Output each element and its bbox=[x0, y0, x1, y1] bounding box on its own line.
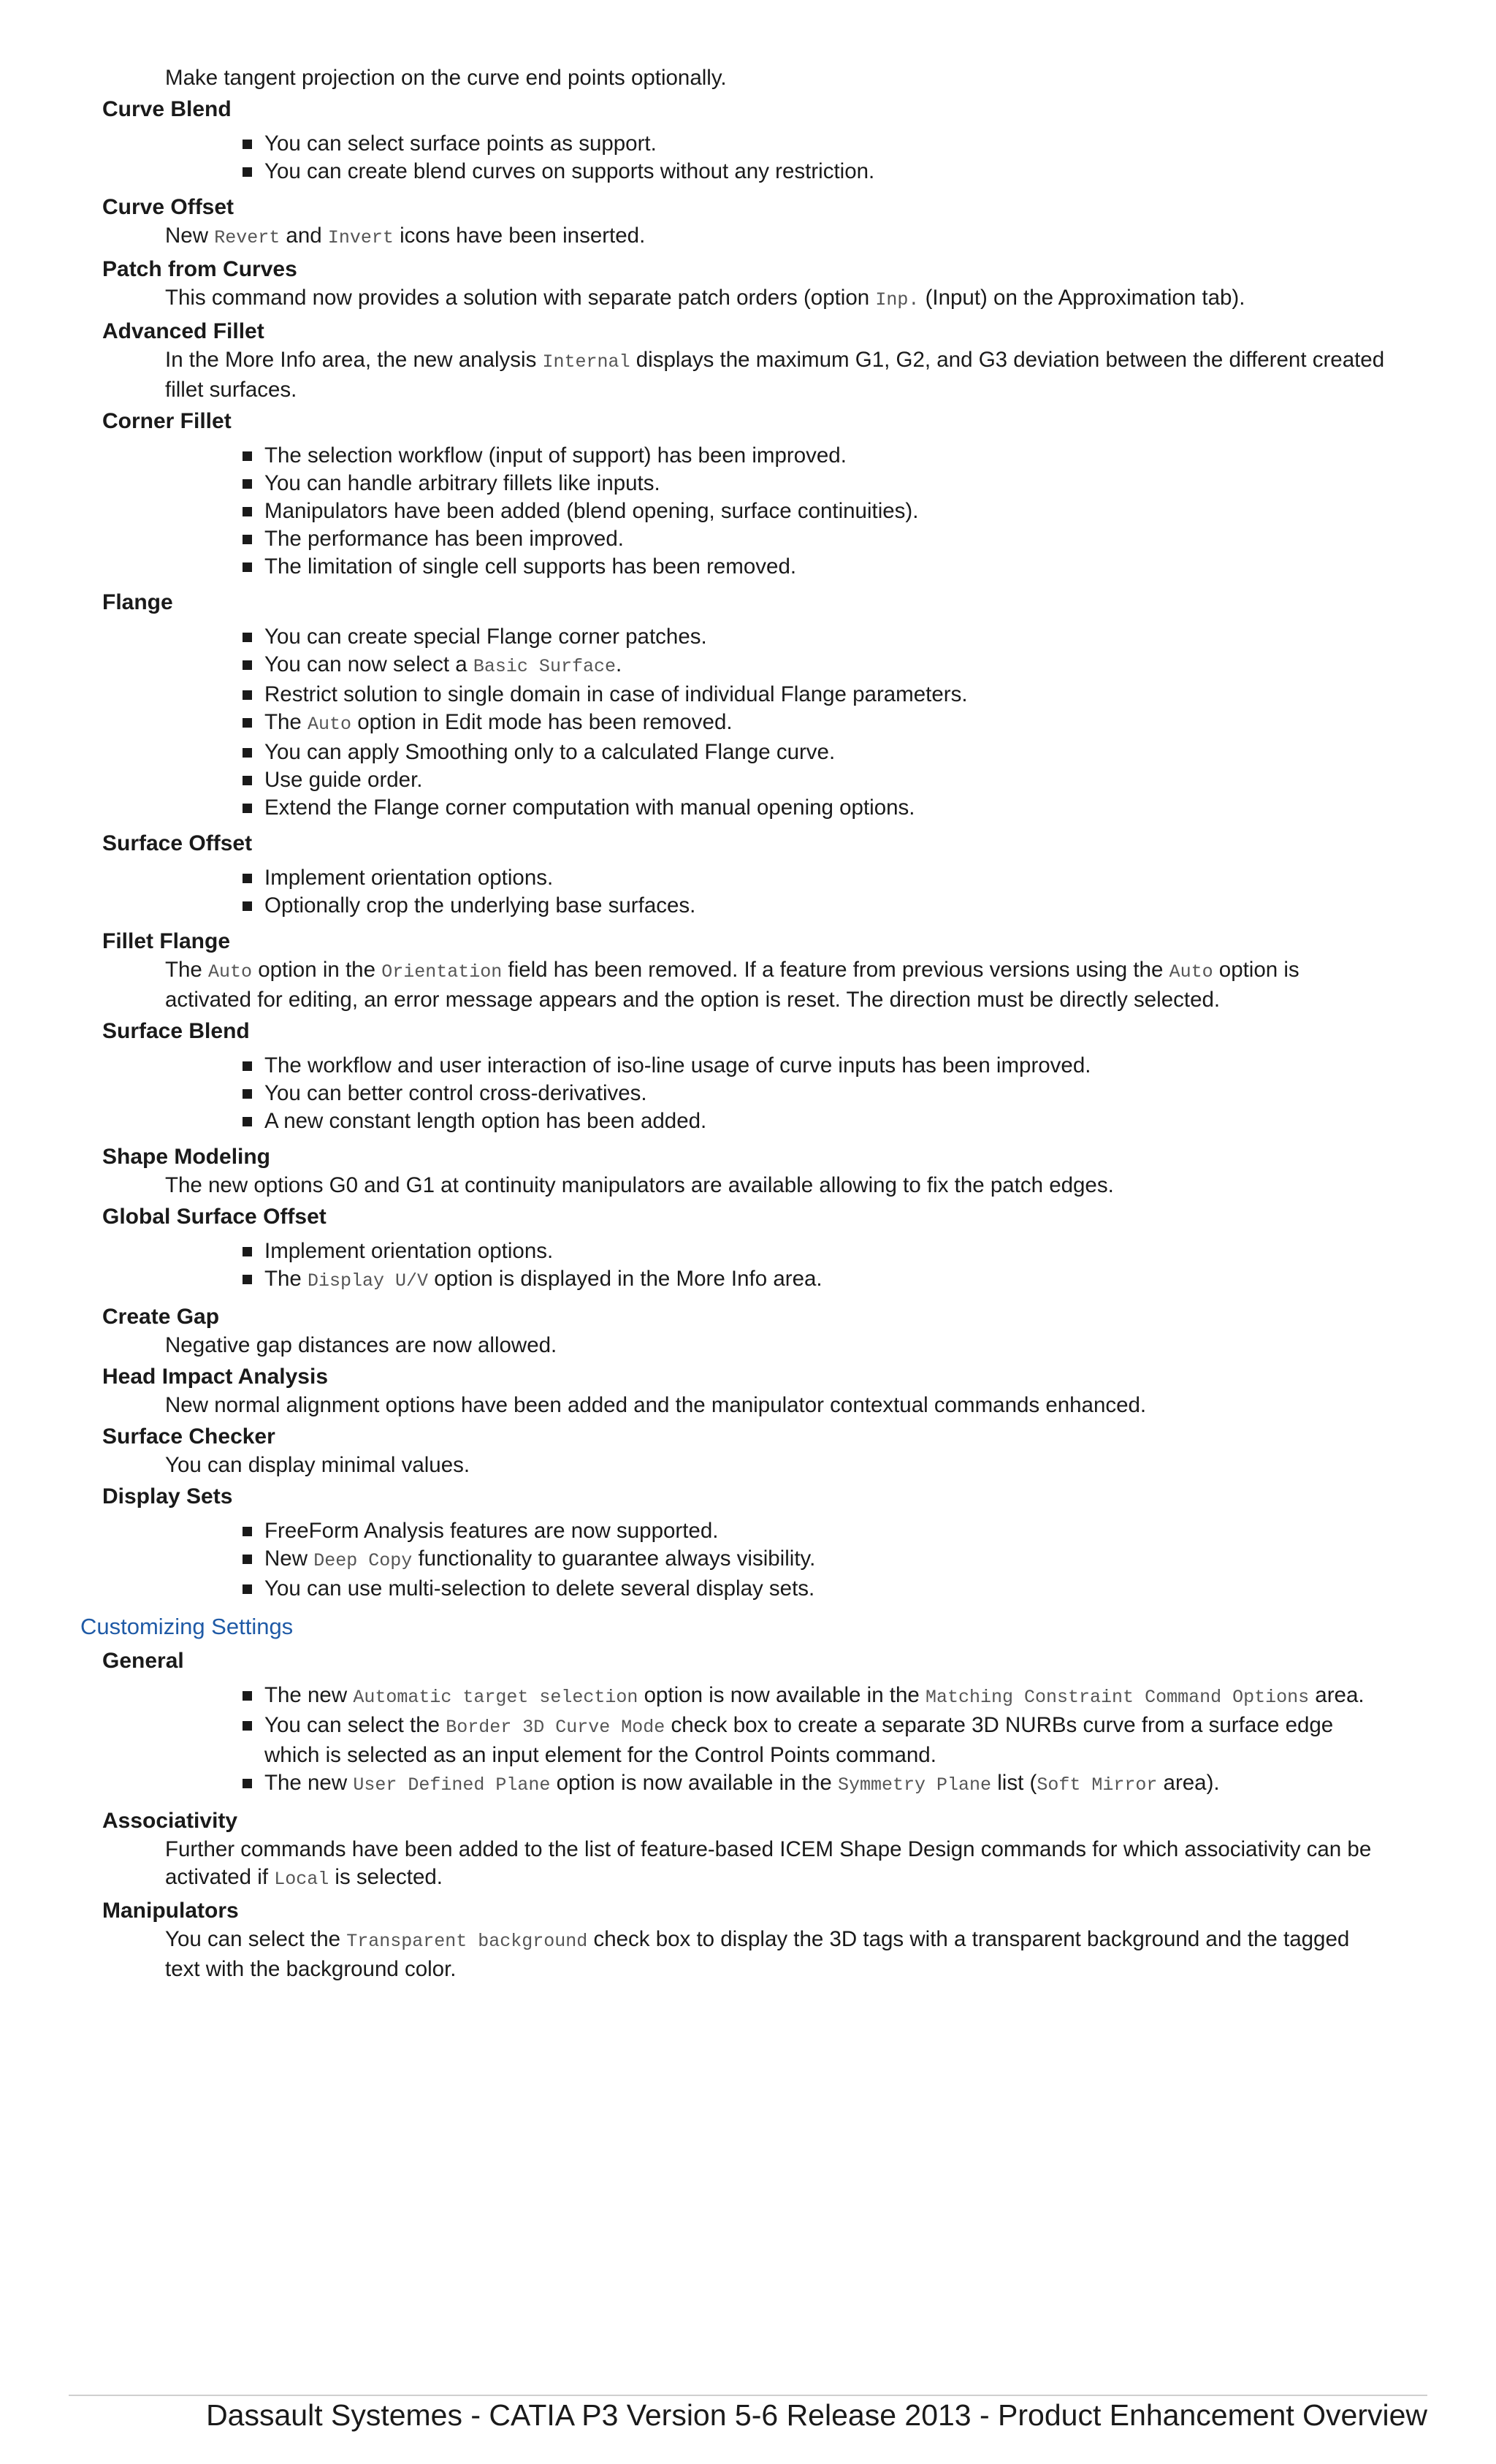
text-run: and bbox=[280, 224, 328, 248]
text-run: Further commands have been added to the list of feature-based ICEM Shape Design commands for which associativity can be activated if bbox=[165, 1837, 1372, 1889]
text-run: A new constant length option has been added. bbox=[264, 1109, 707, 1133]
list-item bbox=[264, 651, 1388, 681]
bullet-list bbox=[102, 864, 1388, 920]
section-create-gap bbox=[102, 1302, 1388, 1359]
code-term: Display U/V bbox=[308, 1270, 429, 1292]
list-item bbox=[264, 1107, 1388, 1135]
code-term: Soft Mirror bbox=[1037, 1774, 1158, 1796]
text-run: The selection workflow (input of support) has been improved. bbox=[264, 443, 847, 468]
list-item bbox=[264, 1712, 1388, 1769]
section-curve-blend bbox=[102, 95, 1388, 186]
code-term: Local bbox=[274, 1869, 329, 1890]
text-run: option is now available in the bbox=[638, 1683, 926, 1707]
code-term: Auto bbox=[308, 714, 352, 735]
text-run: The new options G0 and G1 at continuity manipulators are available allowing to fix the patch edges. bbox=[165, 1173, 1114, 1197]
code-term: Transparent background bbox=[346, 1931, 588, 1952]
list-item bbox=[264, 1237, 1388, 1265]
customizing-settings-heading[interactable]: Customizing Settings bbox=[80, 1614, 294, 1639]
text-run: displays the maximum G1, G2, and G3 deviation between the different created fillet surfaces. bbox=[165, 348, 1385, 402]
text-run: option in the bbox=[252, 958, 382, 982]
section-shape-modeling bbox=[102, 1143, 1388, 1199]
code-term: Internal bbox=[542, 351, 630, 373]
text-run: check box to display the 3D tags with a transparent background and the tagged text with the background color. bbox=[165, 1927, 1350, 1981]
section-text bbox=[102, 1926, 1388, 1983]
text-run: You can display minimal values. bbox=[165, 1453, 470, 1477]
text-run: The new bbox=[264, 1771, 354, 1795]
section-text bbox=[102, 346, 1388, 404]
section-title: Surface Checker bbox=[102, 1424, 275, 1449]
section-global-surface-offset bbox=[102, 1202, 1388, 1295]
text-run: You can now select a bbox=[264, 652, 473, 676]
text-run: area). bbox=[1157, 1771, 1220, 1795]
section-title: Create Gap bbox=[102, 1305, 220, 1329]
text-run: field has been removed. If a feature from previous versions using the bbox=[502, 958, 1169, 982]
bullet-list bbox=[102, 1237, 1388, 1295]
list-item bbox=[264, 892, 1388, 920]
section-title: Surface Offset bbox=[102, 831, 253, 855]
list-item bbox=[264, 1052, 1388, 1080]
list-item bbox=[264, 1080, 1388, 1107]
code-term: Automatic target selection bbox=[353, 1687, 638, 1708]
code-term: Auto bbox=[1169, 961, 1213, 983]
text-run: The bbox=[165, 958, 209, 982]
sections-list bbox=[102, 95, 1388, 1603]
list-item bbox=[264, 739, 1388, 766]
section-text bbox=[102, 1172, 1388, 1199]
text-run: The performance has been improved. bbox=[264, 527, 624, 551]
section-display-sets bbox=[102, 1482, 1388, 1603]
code-term: Auto bbox=[208, 961, 253, 983]
section-corner-fillet bbox=[102, 407, 1388, 581]
section-text bbox=[102, 1836, 1388, 1893]
section-fillet-flange bbox=[102, 927, 1388, 1014]
section-title: Curve Blend bbox=[102, 97, 232, 121]
bullet-list bbox=[102, 130, 1388, 186]
list-item bbox=[264, 864, 1388, 892]
text-run: area. bbox=[1309, 1683, 1365, 1707]
bullet-list bbox=[102, 1517, 1388, 1603]
section-text bbox=[102, 284, 1388, 314]
bullet-list bbox=[102, 623, 1388, 822]
section-surface-checker bbox=[102, 1422, 1388, 1479]
text-run: New bbox=[165, 224, 215, 248]
text-run: icons have been inserted. bbox=[393, 224, 646, 248]
section-patch-from-curves bbox=[102, 255, 1388, 314]
text-run: The workflow and user interaction of iso-line usage of curve inputs has been improved. bbox=[264, 1053, 1091, 1077]
section-flange bbox=[102, 588, 1388, 822]
code-term: Symmetry Plane bbox=[837, 1774, 992, 1796]
customizing-sections-list bbox=[102, 1647, 1388, 1983]
section-title: Global Surface Offset bbox=[102, 1205, 327, 1229]
text-run: option is displayed in the More Info area. bbox=[428, 1267, 823, 1291]
text-run: You can create blend curves on supports without any restriction. bbox=[264, 159, 875, 183]
list-item bbox=[264, 794, 1388, 822]
text-run: You can select the bbox=[165, 1927, 347, 1951]
text-run: option in Edit mode has been removed. bbox=[351, 710, 733, 734]
text-run: option is activated for editing, an error message appears and the option is reset. The direction must be directly selected. bbox=[165, 958, 1300, 1012]
text-run: Restrict solution to single domain in case of individual Flange parameters. bbox=[264, 682, 968, 706]
code-term: Matching Constraint Command Options bbox=[926, 1687, 1310, 1708]
bullet-list bbox=[102, 1052, 1388, 1135]
text-run: New bbox=[264, 1546, 314, 1571]
list-item bbox=[264, 130, 1388, 158]
code-term: Basic Surface bbox=[473, 656, 616, 677]
text-run: Negative gap distances are now allowed. bbox=[165, 1333, 557, 1357]
list-item bbox=[264, 553, 1388, 581]
section-associativity bbox=[102, 1807, 1388, 1893]
section-title: Flange bbox=[102, 590, 173, 614]
code-term: Orientation bbox=[381, 961, 503, 983]
list-item bbox=[264, 1545, 1388, 1575]
text-run: The bbox=[264, 1267, 308, 1291]
section-title: Associativity bbox=[102, 1809, 238, 1833]
list-item bbox=[264, 681, 1388, 709]
text-run: check box to create a separate 3D NURBs curve from a surface edge which is selected as an input element for the Control Points command. bbox=[264, 1713, 1334, 1767]
section-surface-blend bbox=[102, 1017, 1388, 1135]
code-term: Deep Copy bbox=[313, 1550, 413, 1571]
section-general bbox=[102, 1647, 1388, 1799]
text-run: You can apply Smoothing only to a calculated Flange curve. bbox=[264, 740, 836, 764]
list-item bbox=[264, 709, 1388, 739]
list-item bbox=[264, 1265, 1388, 1295]
text-run: functionality to guarantee always visibility. bbox=[412, 1546, 816, 1571]
text-run: . bbox=[615, 652, 622, 676]
list-item bbox=[264, 442, 1388, 470]
text-run: The new bbox=[264, 1683, 354, 1707]
section-title: Display Sets bbox=[102, 1484, 233, 1508]
list-item bbox=[264, 1575, 1388, 1603]
code-term: Invert bbox=[327, 227, 394, 248]
section-surface-offset bbox=[102, 829, 1388, 920]
intro-line: Make tangent projection on the curve end points optionally. bbox=[165, 66, 727, 90]
section-title: Surface Blend bbox=[102, 1019, 250, 1043]
section-title: Shape Modeling bbox=[102, 1145, 271, 1169]
page-footer: Dassault Systemes - CATIA P3 Version 5-6 Release 2013 - Product Enhancement Overview bbox=[206, 2398, 1427, 2432]
text-run: FreeForm Analysis features are now supported. bbox=[264, 1519, 719, 1543]
text-run: Manipulators have been added (blend opening, surface continuities). bbox=[264, 499, 919, 523]
text-run: You can use multi-selection to delete several display sets. bbox=[264, 1576, 815, 1601]
text-run: The bbox=[264, 710, 308, 734]
text-run: You can handle arbitrary fillets like inputs. bbox=[264, 471, 660, 495]
text-run: You can create special Flange corner patches. bbox=[264, 625, 707, 649]
section-title: Fillet Flange bbox=[102, 929, 231, 953]
text-run: list ( bbox=[991, 1771, 1037, 1795]
section-text bbox=[102, 956, 1388, 1014]
text-run: Use guide order. bbox=[264, 768, 423, 792]
list-item bbox=[264, 158, 1388, 186]
bullet-list bbox=[102, 1682, 1388, 1799]
code-term: Revert bbox=[214, 227, 280, 248]
text-run: Implement orientation options. bbox=[264, 1239, 554, 1263]
section-text bbox=[102, 1332, 1388, 1359]
text-run: The limitation of single cell supports has been removed. bbox=[264, 554, 797, 579]
section-advanced-fillet bbox=[102, 317, 1388, 404]
text-run: (Input) on the Approximation tab). bbox=[919, 286, 1245, 310]
section-title: Advanced Fillet bbox=[102, 319, 264, 343]
list-item bbox=[264, 525, 1388, 553]
text-run: is selected. bbox=[329, 1865, 443, 1889]
section-title: Curve Offset bbox=[102, 195, 234, 219]
text-run: You can better control cross-derivatives. bbox=[264, 1081, 647, 1105]
section-title: Manipulators bbox=[102, 1899, 239, 1923]
section-title: Head Impact Analysis bbox=[102, 1365, 329, 1389]
text-run: You can select the bbox=[264, 1713, 446, 1737]
code-term: Inp. bbox=[875, 289, 920, 310]
text-run: This command now provides a solution with separate patch orders (option bbox=[165, 286, 876, 310]
text-run: Optionally crop the underlying base surfaces. bbox=[264, 893, 696, 918]
text-run: Extend the Flange corner computation with manual opening options. bbox=[264, 796, 915, 820]
list-item bbox=[264, 1682, 1388, 1712]
text-run: In the More Info area, the new analysis bbox=[165, 348, 543, 372]
section-manipulators bbox=[102, 1896, 1388, 1983]
text-run: Implement orientation options. bbox=[264, 866, 554, 890]
section-curve-offset bbox=[102, 193, 1388, 252]
section-title: General bbox=[102, 1649, 184, 1673]
section-text bbox=[102, 222, 1388, 252]
list-item bbox=[264, 470, 1388, 497]
bullet-list bbox=[102, 442, 1388, 581]
list-item bbox=[264, 766, 1388, 794]
section-text bbox=[102, 1392, 1388, 1419]
list-item bbox=[264, 1517, 1388, 1545]
code-term: Border 3D Curve Mode bbox=[446, 1717, 665, 1738]
list-item bbox=[264, 1769, 1388, 1799]
text-run: You can select surface points as support. bbox=[264, 131, 657, 156]
code-term: User Defined Plane bbox=[353, 1774, 551, 1796]
document-body bbox=[80, 64, 1388, 1983]
list-item bbox=[264, 623, 1388, 651]
footer-divider bbox=[69, 2395, 1427, 2396]
section-title: Patch from Curves bbox=[102, 257, 297, 281]
section-head-impact-analysis bbox=[102, 1362, 1388, 1419]
section-text bbox=[102, 1452, 1388, 1479]
list-item bbox=[264, 497, 1388, 525]
text-run: option is now available in the bbox=[550, 1771, 838, 1795]
section-title: Corner Fillet bbox=[102, 409, 232, 433]
text-run: New normal alignment options have been added and the manipulator contextual commands enhanced. bbox=[165, 1393, 1147, 1417]
